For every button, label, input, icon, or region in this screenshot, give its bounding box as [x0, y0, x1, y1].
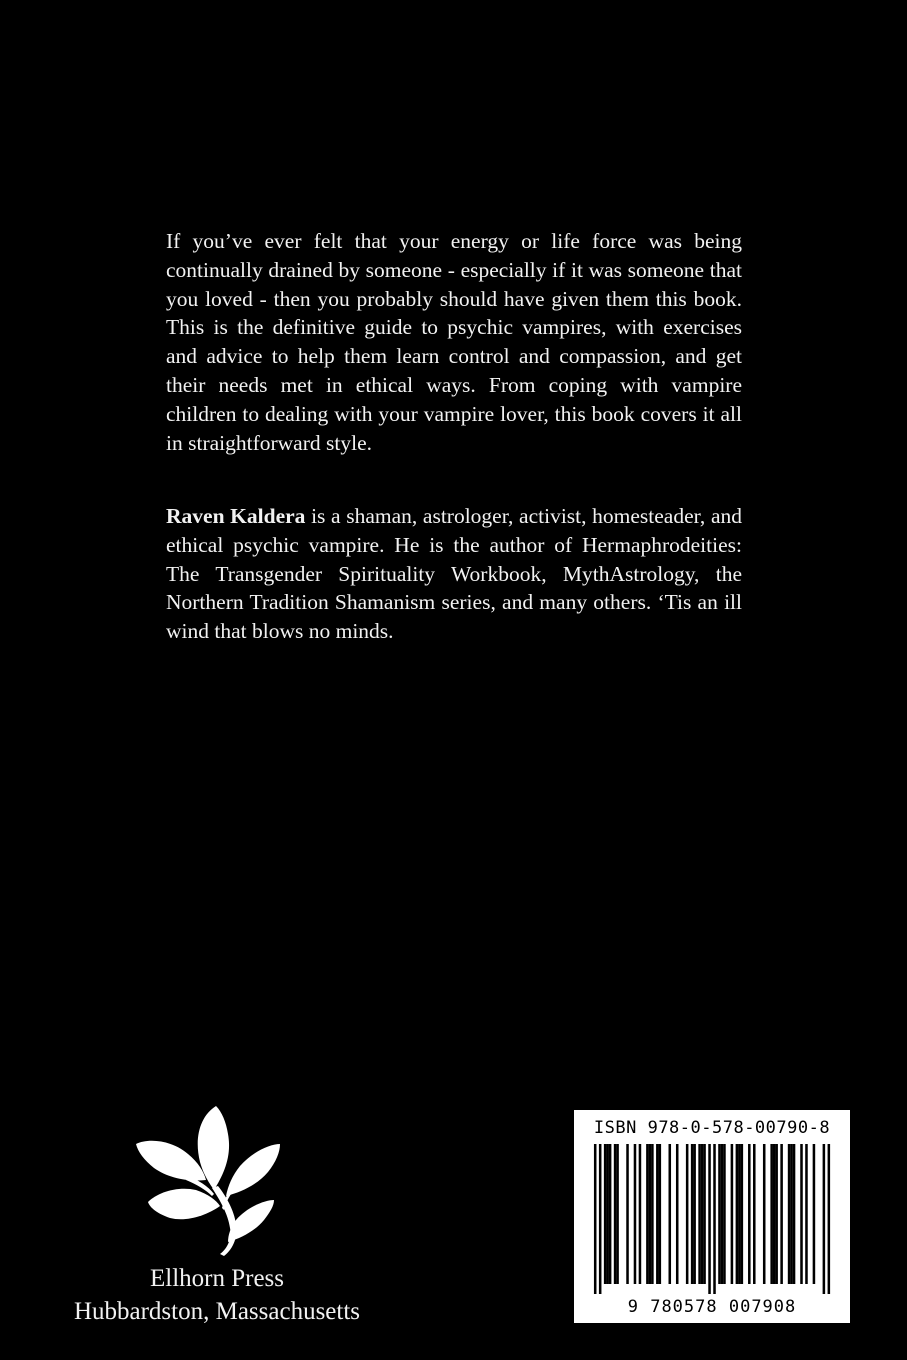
barcode-bar [773, 1144, 776, 1284]
barcode-bar [594, 1144, 597, 1294]
barcode-bar [686, 1144, 689, 1284]
barcode-bar [800, 1144, 803, 1284]
barcode-bar [693, 1144, 696, 1284]
barcode-bar [805, 1144, 808, 1284]
barcode-bar [736, 1144, 739, 1284]
barcode-bar [823, 1144, 826, 1294]
back-cover-blurb: If you’ve ever felt that your energy or life force was being continually drained by someone - especially if it was someone that you loved - then you probably should have given them this book. This is the definitive guide to psychic vampires, with exercises and advice to help them learn control and compassion, and get their needs met in ethical ways. From coping with vampire children to dealing with your vampire lover, this book covers it all in straightforward style. [166, 229, 742, 455]
barcode-bar [748, 1144, 751, 1284]
barcode-bar [723, 1144, 726, 1284]
author-name: Raven Kaldera [166, 504, 306, 528]
barcode-bars [584, 1144, 840, 1294]
author-bio [166, 502, 742, 646]
barcode-bar [770, 1144, 773, 1284]
barcode-bar [606, 1144, 609, 1284]
barcode-digits: 9 780578 007908 [627, 1297, 797, 1317]
barcode-bar [780, 1144, 783, 1284]
barcode-bar [790, 1144, 793, 1284]
barcode-bar [656, 1144, 659, 1284]
barcode-bar [698, 1144, 701, 1284]
barcode-bar [609, 1144, 612, 1284]
barcode-bar [738, 1144, 741, 1284]
isbn-label: ISBN 978-0-578-00790-8 [593, 1118, 831, 1138]
barcode-bar [669, 1144, 672, 1284]
author-bio-text: is a shaman, astrologer, activist, homesteader, and ethical psychic vampire. He is the author of Hermaphrodeities: The Transgender Spirituality Workbook, MythAstrology, the Northern Tradition Shamanism series, and many others. ‘Tis an ill wind that blows no minds. [166, 504, 742, 644]
barcode-bar [691, 1144, 694, 1284]
barcode-bar [775, 1144, 778, 1284]
barcode-bar [599, 1144, 602, 1294]
barcode-bar [614, 1144, 617, 1284]
barcode-bar [676, 1144, 679, 1284]
barcode-bar [793, 1144, 796, 1284]
barcode-bar [703, 1144, 706, 1284]
leaf-branch-icon [128, 1104, 288, 1256]
barcode-bar [649, 1144, 652, 1284]
barcode-bar [788, 1144, 791, 1284]
barcode-bar [708, 1144, 711, 1294]
barcode-bar [659, 1144, 662, 1284]
barcode-bar [713, 1144, 716, 1294]
barcode-bar [651, 1144, 654, 1284]
isbn-barcode [574, 1110, 850, 1323]
barcode-bar [604, 1144, 607, 1284]
barcode-bar [763, 1144, 766, 1284]
barcode-bar [626, 1144, 629, 1284]
barcode-bar [741, 1144, 744, 1284]
barcode-bar [813, 1144, 816, 1284]
barcode-bar [646, 1144, 649, 1284]
publisher-name: Ellhorn Press [149, 1265, 285, 1292]
barcode-bar [701, 1144, 704, 1284]
barcode-bar [639, 1144, 642, 1284]
barcode-bar [731, 1144, 734, 1284]
barcode-bar [828, 1144, 831, 1294]
barcode-bar [718, 1144, 721, 1284]
barcode-bar [753, 1144, 756, 1284]
barcode-bar [634, 1144, 637, 1284]
barcode-bar [721, 1144, 724, 1284]
barcode-bar [616, 1144, 619, 1284]
publisher-location: Hubbardston, Massachusetts [73, 1298, 361, 1325]
